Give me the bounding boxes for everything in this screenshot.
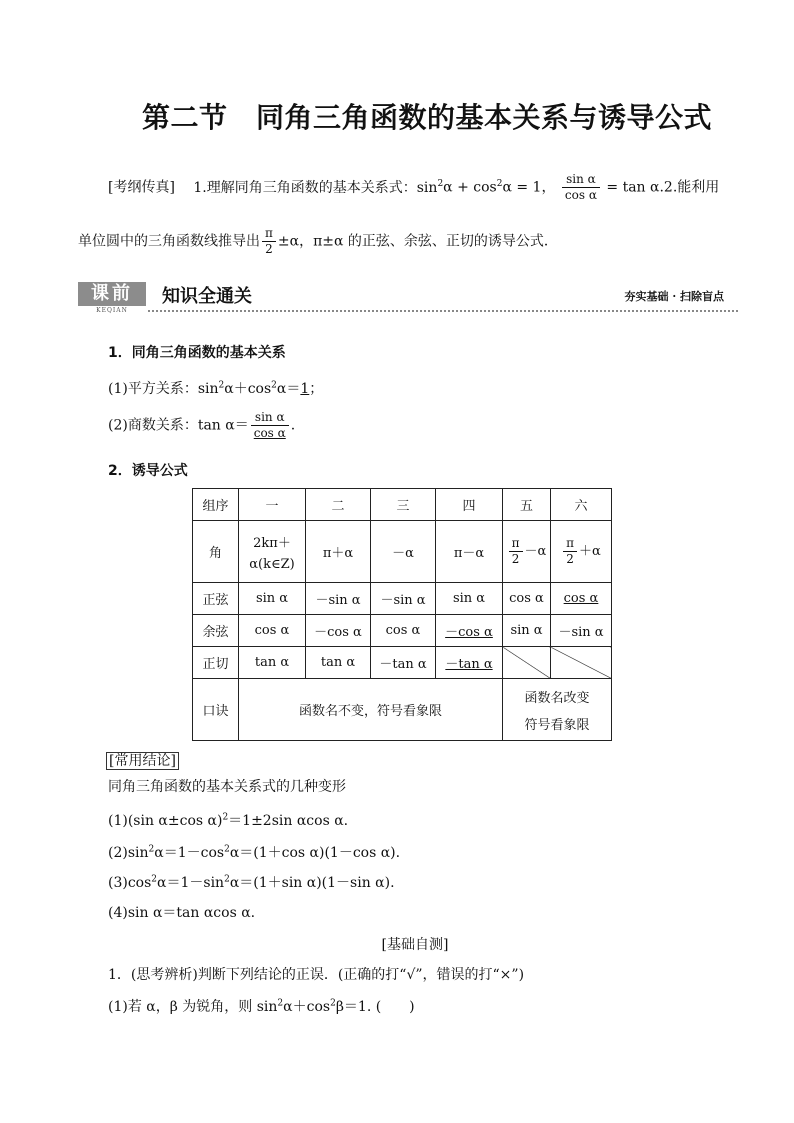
table-row: 余弦 cos α －cos α cos α －cos α sin α －sin α <box>193 615 612 647</box>
banner-tag: 课前 <box>78 282 146 306</box>
conclusion-1: (1)(sin α±cos α)$^2$＝1±2sin αcos α. <box>108 812 349 829</box>
page-title: 第二节 同角三角函数的基本关系与诱导公式 <box>141 101 712 134</box>
banner-divider <box>148 310 738 312</box>
question-1: 1．(思考辨析)判断下列结论的正误．(正确的打“√”，错误的打“×”) <box>108 967 525 983</box>
syllabus-line-1: [考纲传真] 1.理解同角三角函数的基本关系式：$\sin^2\alpha + \cos^2\alpha = 1$， $\frac{\text{sin α}}{\text{cos α}}$ = tan α.2.能利用 <box>108 172 720 202</box>
induction-formula-table <box>192 488 612 741</box>
banner-tag-sub: KEQIAN <box>96 307 128 314</box>
table-row: 组序 一 二 三 四 五 六 <box>193 489 612 521</box>
sin-over-cos-fraction: $\frac{\text{sin α}}{\text{cos α}}$ <box>562 172 600 203</box>
selftest-label: [基础自测] <box>381 937 449 953</box>
conclusion-2: $(2)\sin^2\alpha=1-\cos^2\alpha=(1+\cos$ α)(1－cos α). <box>108 844 401 861</box>
conclusions-label: [常用结论] <box>106 750 179 770</box>
section1-heading: 1．同角三角函数的基本关系 <box>108 345 286 361</box>
conclusions-heading: 同角三角函数的基本关系式的几种变形 <box>108 779 346 795</box>
answer-blank: 1 <box>300 381 310 397</box>
table-row: 口诀 函数名不变，符号看象限 函数名改变 符号看象限 <box>193 679 612 741</box>
section2-heading: 2．诱导公式 <box>108 463 188 479</box>
table-row: 正弦 sin α －sin α －sin α sin α cos α cos α <box>193 583 612 615</box>
empty-diagonal-cell <box>551 647 612 679</box>
banner-subtitle: 夯实基础 · 扫除盲点 <box>624 290 724 303</box>
table-row: 角 2kπ＋ α(k∈Z) π＋α －α π－α $\frac{\pi}{2}$ －α $\frac{\pi}{2}$ ＋α <box>193 521 612 583</box>
syllabus-label: [考纲传真] <box>108 179 175 196</box>
banner-heading: 知识全通关 <box>162 286 252 307</box>
section-banner <box>78 282 738 312</box>
syllabus-line-2: 单位圆中的三角函数线推导出 $\frac{\pi}{2}$ ±α，π±α 的正弦、余弦、正切的诱导公式． <box>78 226 558 256</box>
table-row: 正切 tan α tan α －tan α －tan α <box>193 647 612 679</box>
question-1-1: (1)若 α，β 为锐角，则 $\sin^2\alpha+\cos^2\beta=1$. ( ) <box>108 998 415 1015</box>
conclusion-4: (4)sin α＝tan αcos α. <box>108 905 256 921</box>
empty-diagonal-cell <box>503 647 551 679</box>
square-relation: (1)平方关系：$\sin^2\alpha+\cos^2\alpha=1$； <box>108 380 324 397</box>
conclusion-3: $(3)\cos^2\alpha=1-\sin^2\alpha=(1+\sin$ α)(1－sin α). <box>108 874 395 891</box>
quotient-relation: (2)商数关系：tan α＝ $\frac{\text{sin α}}{\text{cos α}}$ . <box>108 410 296 440</box>
